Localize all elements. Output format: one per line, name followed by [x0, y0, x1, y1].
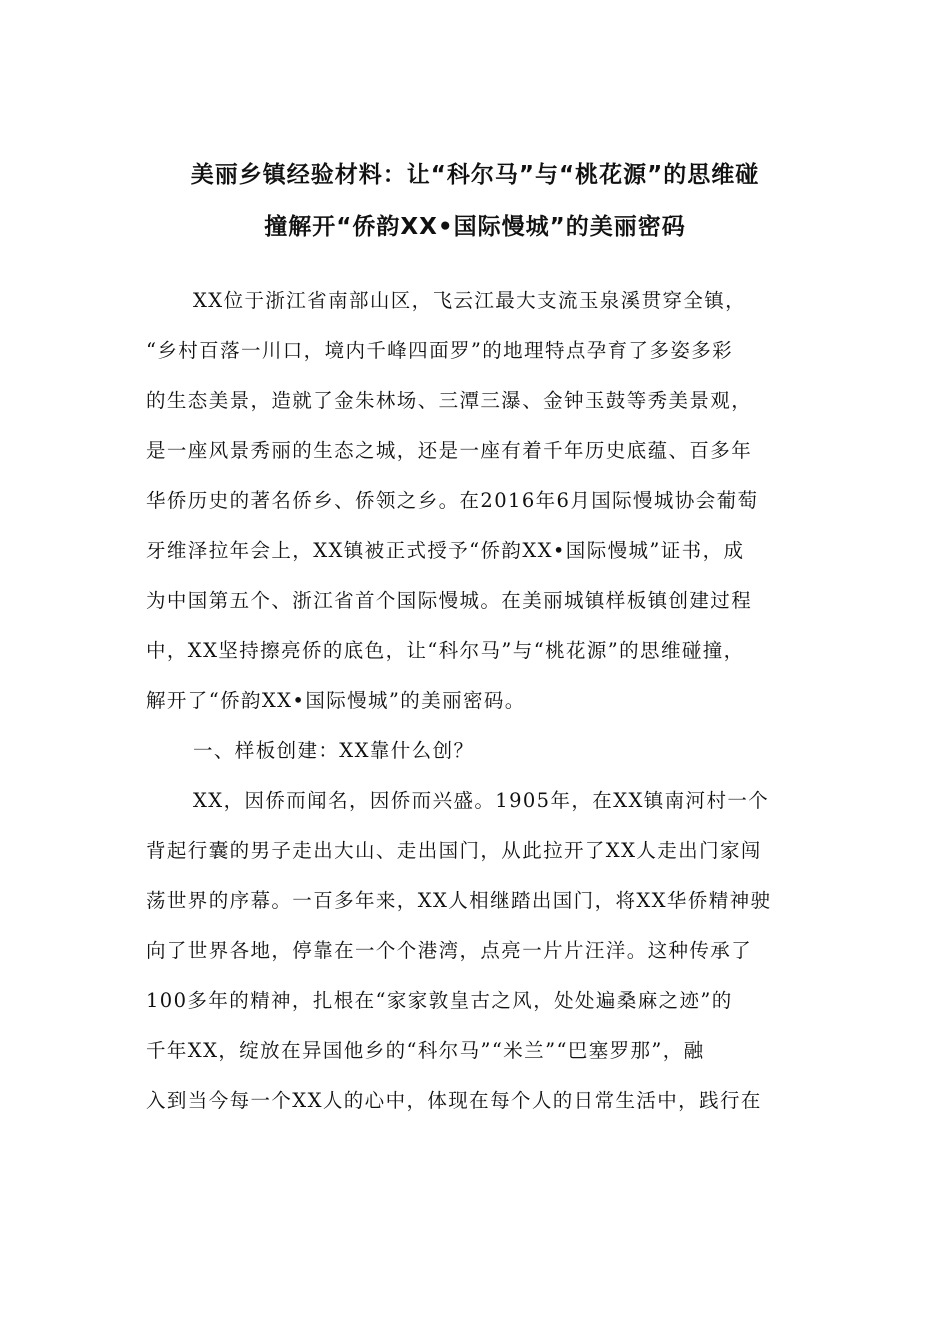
- paragraph-1-line-1: XX位于浙江省南部山区，飞云江最大支流玉泉溪贯穿全镇，: [193, 289, 747, 312]
- section-1-heading: 一、样板创建：XX靠什么创？: [193, 739, 475, 762]
- paragraph-1-line-4: 是一座风景秀丽的生态之城，还是一座有着千年历史底蕴、百多年: [146, 439, 753, 462]
- paragraph-2-line-5: 100多年的精神，扎根在“家家敦皇古之风，处处遍桑麻之迹”的: [146, 989, 733, 1012]
- paragraph-1-line-9: 解开了“侨韵XX•国际慢城”的美丽密码。: [146, 689, 526, 712]
- paragraph-2-line-7: 入到当今每一个XX人的心中，体现在每个人的日常生活中，践行在: [146, 1089, 762, 1112]
- paragraph-1-line-8: 中，XX坚持擦亮侨的底色，让“科尔马”与“桃花源”的思维碰撞，: [146, 639, 745, 662]
- paragraph-1-line-2: “乡村百落一川口，境内千峰四面罗”的地理特点孕育了多姿多彩: [146, 339, 734, 362]
- paragraph-2-line-3: 荡世界的序幕。一百多年来，XX人相继踏出国门，将XX华侨精神驶: [146, 889, 772, 912]
- paragraph-2-line-1: XX，因侨而闻名，因侨而兴盛。1905年，在XX镇南河村一个: [193, 789, 770, 812]
- paragraph-2-line-6: 千年XX，绽放在异国他乡的“科尔马”“米兰”“巴塞罗那”，融: [146, 1039, 705, 1062]
- paragraph-1-line-3: 的生态美景，造就了金朱林场、三潭三瀑、金钟玉鼓等秀美景观，: [146, 389, 753, 412]
- document-title-line-2: 撞解开“侨韵XX•国际慢城”的美丽密码: [264, 214, 686, 240]
- paragraph-2-line-2: 背起行囊的男子走出大山、走出国门，从此拉开了XX人走出门家闯: [146, 839, 762, 862]
- paragraph-2-line-4: 向了世界各地，停靠在一个个港湾，点亮一片片汪洋。这种传承了: [146, 939, 753, 962]
- document-title-line-1: 美丽乡镇经验材料：让“科尔马”与“桃花源”的思维碰: [190, 162, 760, 188]
- paragraph-1-line-5: 华侨历史的著名侨乡、侨领之乡。在2016年6月国际慢城协会葡萄: [146, 489, 759, 512]
- paragraph-1-line-6: 牙维泽拉年会上，XX镇被正式授予“侨韵XX•国际慢城”证书，成: [146, 539, 745, 562]
- paragraph-1-line-7: 为中国第五个、浙江省首个国际慢城。在美丽城镇样板镇创建过程: [146, 589, 753, 612]
